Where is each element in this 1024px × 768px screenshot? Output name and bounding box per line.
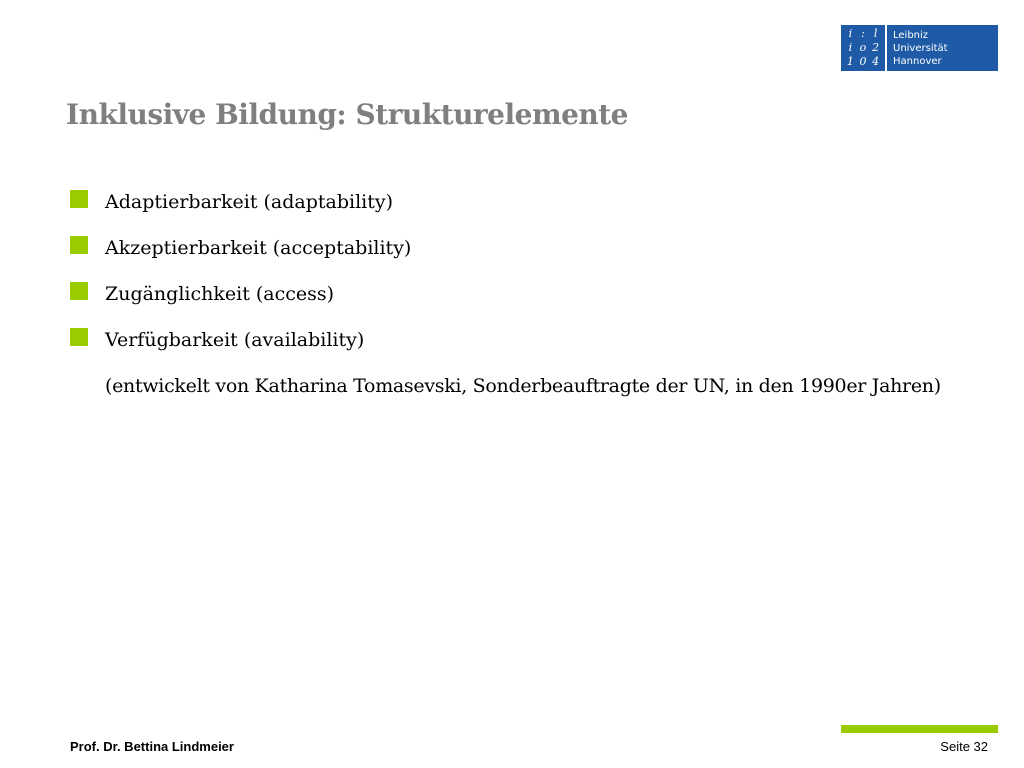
bullet-item-availability bbox=[70, 322, 941, 368]
logo-line: Hannover bbox=[893, 55, 942, 67]
slide-title: Inklusive Bildung: Strukturelemente bbox=[66, 98, 628, 131]
square-bullet-icon bbox=[70, 328, 88, 346]
logo-glyph: l bbox=[873, 27, 878, 40]
footer-author: Prof. Dr. Bettina Lindmeier bbox=[70, 739, 234, 754]
logo-glyph: i bbox=[848, 27, 853, 40]
square-bullet-icon bbox=[70, 236, 88, 254]
bullet-item-access bbox=[70, 276, 941, 322]
bullet-note: (entwickelt von Katharina Tomasevski, Sonderbeauftragte der UN, in den 1990er Jahren) bbox=[105, 375, 941, 397]
bullet-text: Akzeptierbarkeit (acceptability) bbox=[105, 237, 412, 259]
logo-glyph: o bbox=[859, 41, 867, 54]
logo-mark bbox=[841, 25, 885, 71]
square-bullet-icon bbox=[70, 282, 88, 300]
logo-glyph: 4 bbox=[872, 55, 880, 68]
bullet-list bbox=[70, 184, 941, 404]
logo-glyph: 2 bbox=[872, 41, 880, 54]
square-bullet-icon bbox=[70, 190, 88, 208]
logo-glyph: i bbox=[848, 41, 853, 54]
logo-line: Universität bbox=[893, 42, 948, 54]
bullet-text: Verfügbarkeit (availability) bbox=[105, 329, 365, 351]
logo-glyph: 0 bbox=[859, 55, 867, 68]
page-number: Seite 32 bbox=[940, 739, 988, 754]
bullet-text: Adaptierbarkeit (adaptability) bbox=[105, 191, 394, 213]
university-logo bbox=[841, 25, 998, 71]
bullet-item-acceptability bbox=[70, 230, 941, 276]
footer-accent-bar bbox=[841, 725, 998, 733]
logo-glyph: 1 bbox=[846, 55, 854, 68]
logo-text bbox=[893, 25, 948, 71]
logo-divider bbox=[885, 25, 887, 71]
bullet-item-adaptability bbox=[70, 184, 941, 230]
logo-line: Leibniz bbox=[893, 29, 929, 41]
logo-glyph: : bbox=[861, 27, 865, 40]
bullet-text: Zugänglichkeit (access) bbox=[105, 283, 335, 305]
